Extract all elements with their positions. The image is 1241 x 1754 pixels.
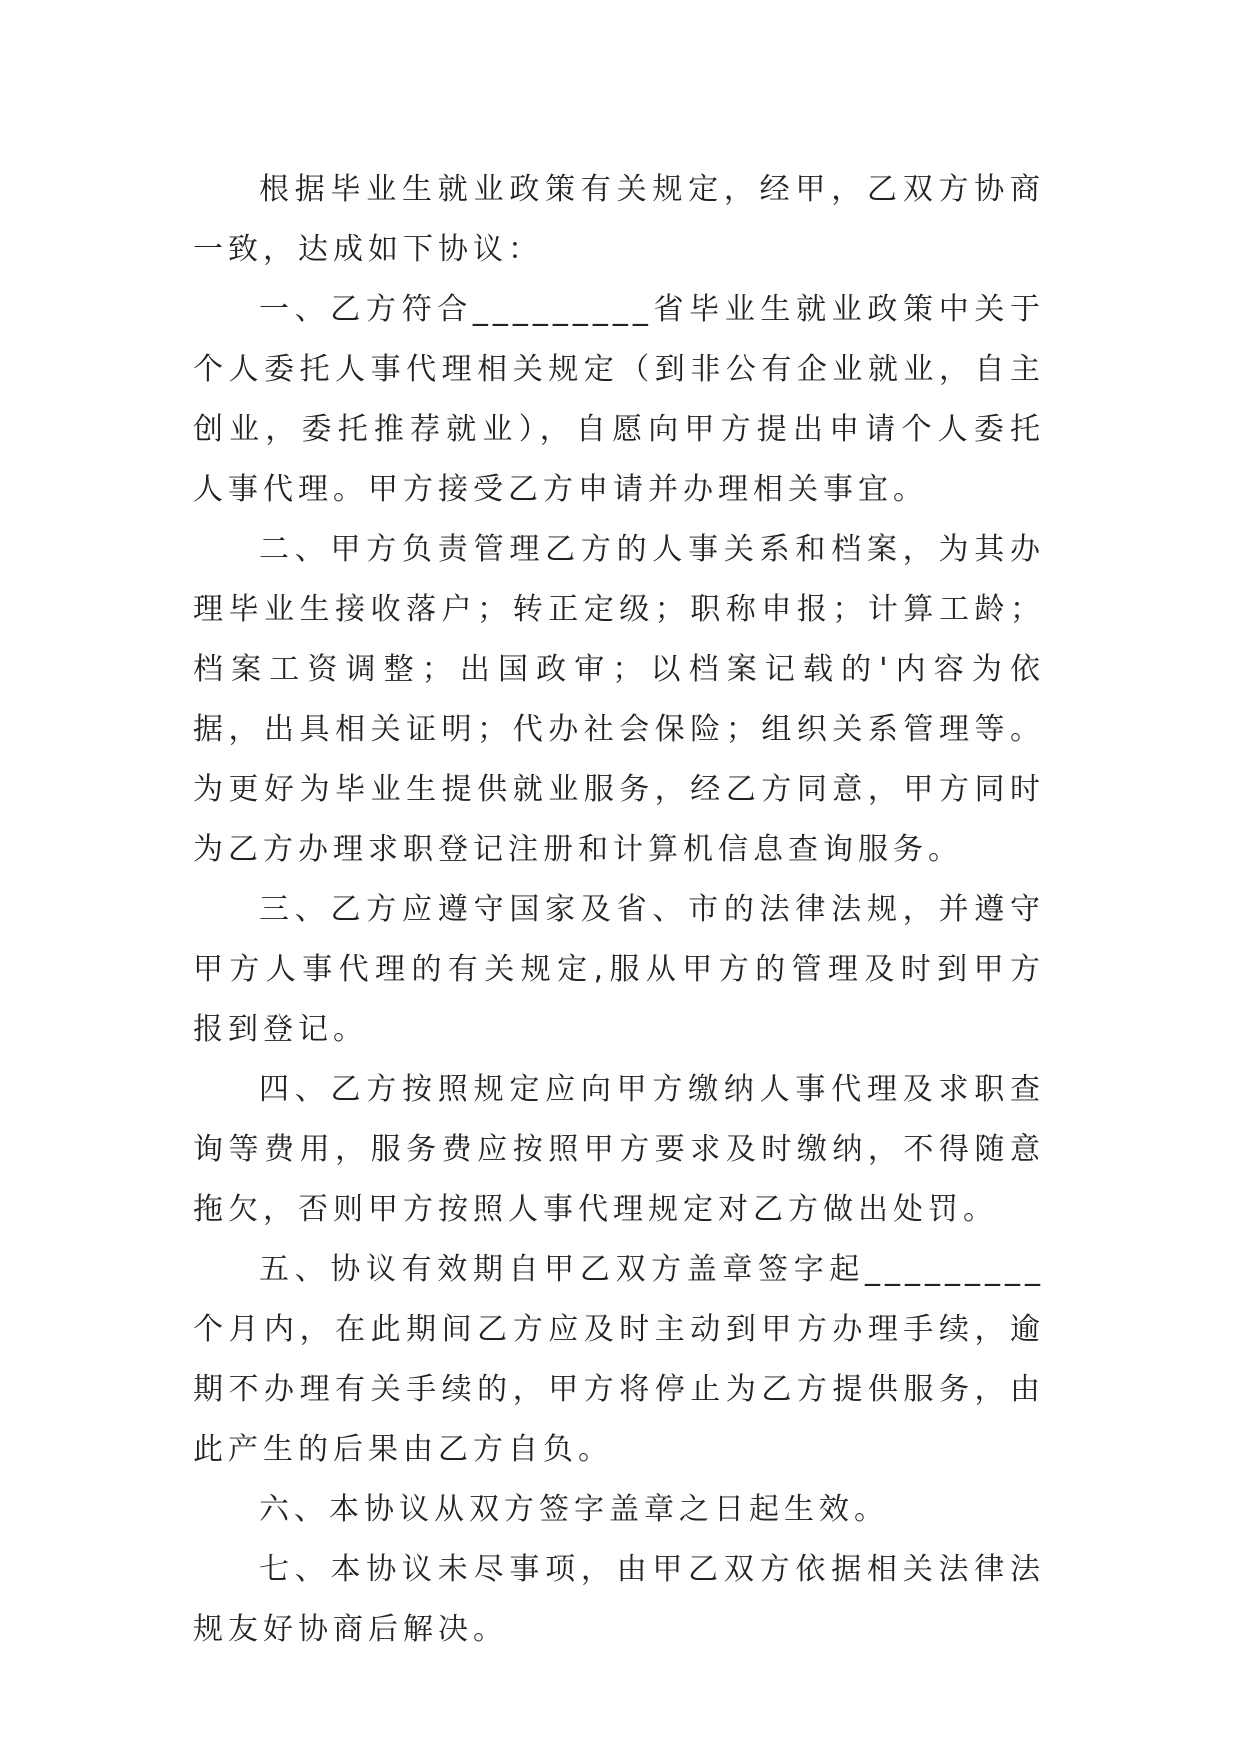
preamble-paragraph: 根据毕业生就业政策有关规定，经甲，乙双方协商一致，达成如下协议：	[193, 172, 1045, 267]
clause-3-paragraph: 三、乙方应遵守国家及省、市的法律法规，并遵守甲方人事代理的有关规定,服从甲方的管理及时到甲方报到登记。	[193, 892, 1045, 1047]
clause-5-paragraph: 五、协议有效期自甲乙双方盖章签字起_________个月内，在此期间乙方应及时主动到甲方办理手续，逾期不办理有关手续的，甲方将停止为乙方提供服务，由此产生的后果由乙方自负。	[193, 1252, 1045, 1467]
clause-6-paragraph: 六、本协议从双方签字盖章之日起生效。	[259, 1492, 889, 1527]
document-body	[193, 160, 1045, 1660]
clause-2-paragraph: 二、甲方负责管理乙方的人事关系和档案，为其办理毕业生接收落户；转正定级；职称申报；计算工龄；档案工资调整；出国政审；以档案记载的'内容为依据，出具相关证明；代办社会保险；组织关系管理等。为更好为毕业生提供就业服务，经乙方同意，甲方同时为乙方办理求职登记注册和计算机信息查询服务。	[193, 532, 1045, 867]
clause-1-paragraph: 一、乙方符合_________省毕业生就业政策中关于个人委托人事代理相关规定（到非公有企业就业，自主创业，委托推荐就业），自愿向甲方提出申请个人委托人事代理。甲方接受乙方申请并办理相关事宜。	[193, 292, 1045, 507]
clause-7-paragraph: 七、本协议未尽事项，由甲乙双方依据相关法律法规友好协商后解决。	[193, 1552, 1045, 1647]
clause-4-paragraph: 四、乙方按照规定应向甲方缴纳人事代理及求职查询等费用，服务费应按照甲方要求及时缴纳，不得随意拖欠，否则甲方按照人事代理规定对乙方做出处罚。	[193, 1072, 1045, 1227]
